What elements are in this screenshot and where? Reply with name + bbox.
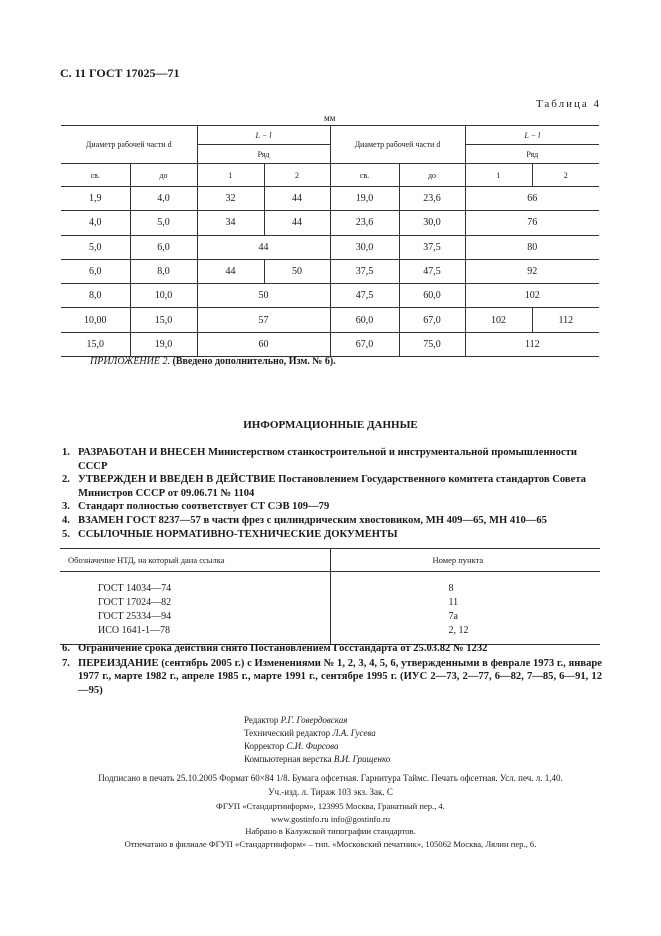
list-item (62, 657, 602, 698)
cell-sv: 10,00 (61, 308, 130, 332)
item-text: ССЫЛОЧНЫЕ НОРМАТИВНО-ТЕХНИЧЕСКИЕ ДОКУМЕНТЫ (78, 528, 398, 540)
footer (0, 800, 661, 850)
cell-sv: 37,5 (330, 259, 399, 283)
cell-row2: 50 (264, 259, 330, 283)
cell-row1: 102 (465, 308, 532, 332)
cell-length: 60 (197, 332, 330, 356)
footer-line: Отпечатано в филиале ФГУП «Стандартинформ» – тип. «Московский печатник», 105062 Москва, Лялин пер., 6. (124, 838, 537, 849)
cell-row2: 44 (264, 211, 330, 235)
sub-do: до (399, 164, 465, 187)
cell-do: 8,0 (130, 259, 197, 283)
item-text: ПЕРЕИЗДАНИЕ (сентябрь 2005 г.) с Изменениями № 1, 2, 3, 4, 5, 6, утвержденными в феврале 1973 г., январе 1977 г., марте 1982 г., апреле 1985 г., марте 1991 г., сентябре 1995 г. (ИУС 2—73, 2—77, 6—82, 7—85, 6—91, 12—95) (78, 657, 602, 696)
credit-name: С.И. Фирсова (286, 741, 339, 751)
table-row (61, 259, 599, 283)
sub-sv: св. (61, 164, 130, 187)
ntd-doc: ГОСТ 17024—82 (60, 595, 330, 609)
credit-role: Компьютерная верстка (244, 754, 334, 764)
cell-do: 4,0 (130, 187, 197, 211)
cell-do: 60,0 (399, 284, 465, 308)
sub-2: 2 (563, 170, 568, 180)
list-item (62, 446, 602, 473)
cell-do: 6,0 (130, 235, 197, 259)
appendix-text: (Введено дополнительно, Изм. № 6). (172, 356, 336, 367)
cell-do: 30,0 (399, 211, 465, 235)
credit-line (244, 740, 390, 753)
row-header-left: Ряд (197, 145, 330, 164)
credits (244, 714, 390, 766)
sub-do: до (130, 164, 197, 187)
item-number: 7. (62, 657, 70, 669)
item-text: ВЗАМЕН ГОСТ 8237—57 в части фрез с цилиндрическим хвостовиком, МН 409—65, МН 410—65 (78, 514, 547, 526)
table-row (61, 284, 599, 308)
cell-row2: 44 (264, 187, 330, 211)
sub-sv: св. (330, 164, 399, 187)
cell-length: 50 (197, 284, 330, 308)
table-row (60, 609, 600, 623)
info-items-2 (62, 642, 602, 698)
item-number: 6. (62, 643, 70, 654)
publication-info (0, 771, 661, 799)
credit-name: Р.Г. Говердовская (280, 715, 348, 725)
sub-2: 2 (264, 164, 330, 187)
table-4 (61, 125, 599, 357)
cell-do: 19,0 (130, 332, 197, 356)
credit-role: Редактор (244, 715, 281, 725)
cell-do: 67,0 (399, 308, 465, 332)
item-text: УТВЕРЖДЕН И ВВЕДЕН В ДЕЙСТВИЕ Постановлением Государственного комитета стандартов Совета Министров СССР от 09.06.71 № 1104 (78, 474, 586, 499)
l-header-right: L − l (465, 126, 599, 145)
footer-line: Набрано в Калужской типографии стандартов. (245, 826, 416, 836)
cell-sv: 47,5 (330, 284, 399, 308)
list-item (62, 514, 602, 528)
table-row (60, 581, 600, 595)
credit-role: Технический редактор (244, 728, 333, 738)
cell-length: 102 (524, 290, 540, 302)
ntd-item: 11 (448, 596, 459, 608)
diam-header-right: Диаметр рабочей части d (330, 126, 465, 164)
cell-row1: 34 (197, 211, 264, 235)
list-item (62, 642, 602, 656)
item-text: РАЗРАБОТАН И ВНЕСЕН Министерством станкостроительной и инструментальной промышленности СССР (78, 447, 577, 472)
ntd-doc: ГОСТ 14034—74 (60, 581, 330, 595)
ntd-table (60, 548, 600, 645)
credit-line (244, 714, 390, 727)
cell-do: 37,5 (399, 235, 465, 259)
info-items (62, 446, 602, 541)
item-number: 1. (62, 447, 70, 458)
item-number: 2. (62, 474, 70, 486)
table-caption: Таблица 4 (535, 98, 601, 110)
list-item (62, 500, 602, 514)
table-row (61, 211, 599, 235)
cell-do: 23,6 (399, 187, 465, 211)
cell-length: 66 (527, 193, 538, 205)
cell-do: 47,5 (399, 259, 465, 283)
item-text: Ограничение срока действия снято Постановлением Госстандарта от 25.03.82 № 1232 (78, 643, 488, 654)
credit-line (244, 727, 390, 740)
ntd-doc: ГОСТ 25334—94 (60, 609, 330, 623)
table-row (61, 235, 599, 259)
table-row (61, 332, 599, 356)
cell-do: 10,0 (130, 284, 197, 308)
ntd-doc: ИСО 1641-1—78 (60, 623, 330, 637)
page-header: С. 11 ГОСТ 17025—71 (60, 66, 180, 80)
sub-1: 1 (197, 164, 264, 187)
ntd-item: 2, 12 (448, 624, 469, 636)
table-row (60, 595, 600, 609)
footer-line: www.gostinfo.ru info@gostinfo.ru (270, 813, 391, 824)
ntd-col-doc: Обозначение НТД, на который дана ссылка (60, 549, 330, 572)
cell-sv: 60,0 (330, 308, 399, 332)
footer-line: ФГУП «Стандартинформ», 123995 Москва, Гранатный пер., 4. (216, 801, 445, 811)
sub-1: 1 (465, 164, 532, 187)
cell-sv: 15,0 (61, 332, 130, 356)
credit-name: В.И. Грищенко (333, 754, 391, 764)
item-number: 5. (62, 528, 70, 540)
row-header-right: Ряд (526, 149, 539, 159)
appendix-label: ПРИЛОЖЕНИЕ 2. (90, 356, 170, 367)
table-row (61, 187, 599, 211)
cell-sv: 67,0 (330, 332, 399, 356)
cell-sv: 1,9 (61, 187, 130, 211)
publication-line-1: Подписано в печать 25.10.2005 Формат 60×84 1/8. Бумага офсетная. Гарнитура Таймс. Печать офсетная. Усл. печ. л. 1,40. (98, 773, 563, 783)
credit-line (244, 753, 390, 766)
ntd-item: 7а (448, 610, 458, 622)
cell-length: 80 (527, 241, 538, 253)
list-item (62, 528, 602, 542)
cell-sv: 6,0 (61, 259, 130, 283)
unit-label: мм (324, 113, 336, 123)
l-header-left: L − l (197, 126, 330, 145)
cell-do: 75,0 (399, 332, 465, 356)
table-row (60, 623, 600, 637)
info-title: ИНФОРМАЦИОННЫЕ ДАННЫЕ (243, 419, 418, 431)
table-row (61, 308, 599, 332)
credit-name: Л.А. Гусева (332, 728, 376, 738)
cell-do: 15,0 (130, 308, 197, 332)
cell-sv: 19,0 (330, 187, 399, 211)
appendix-note (90, 356, 336, 367)
cell-sv: 30,0 (330, 235, 399, 259)
publication-line-2: Уч.-изд. л. Тираж 103 экз. Зак. С (268, 787, 393, 797)
item-number: 4. (62, 514, 70, 526)
cell-row1: 32 (197, 187, 264, 211)
cell-length: 76 (527, 217, 538, 229)
item-text: Стандарт полностью соответствует СТ СЭВ 109—79 (78, 501, 330, 513)
cell-sv: 5,0 (61, 235, 130, 259)
cell-row1: 44 (197, 259, 264, 283)
cell-sv: 4,0 (61, 211, 130, 235)
cell-length: 112 (524, 338, 540, 350)
cell-length: 57 (197, 308, 330, 332)
cell-length: 92 (527, 266, 538, 278)
cell-length: 44 (197, 235, 330, 259)
list-item (62, 473, 602, 500)
diam-header-left: Диаметр рабочей части d (61, 126, 197, 164)
cell-sv: 23,6 (330, 211, 399, 235)
cell-do: 5,0 (130, 211, 197, 235)
ntd-item: 8 (448, 582, 454, 594)
cell-sv: 8,0 (61, 284, 130, 308)
cell-row2: 112 (558, 314, 574, 326)
ntd-col-item: Номер пункта (432, 555, 484, 565)
credit-role: Корректор (244, 741, 287, 751)
item-number: 3. (62, 501, 70, 513)
